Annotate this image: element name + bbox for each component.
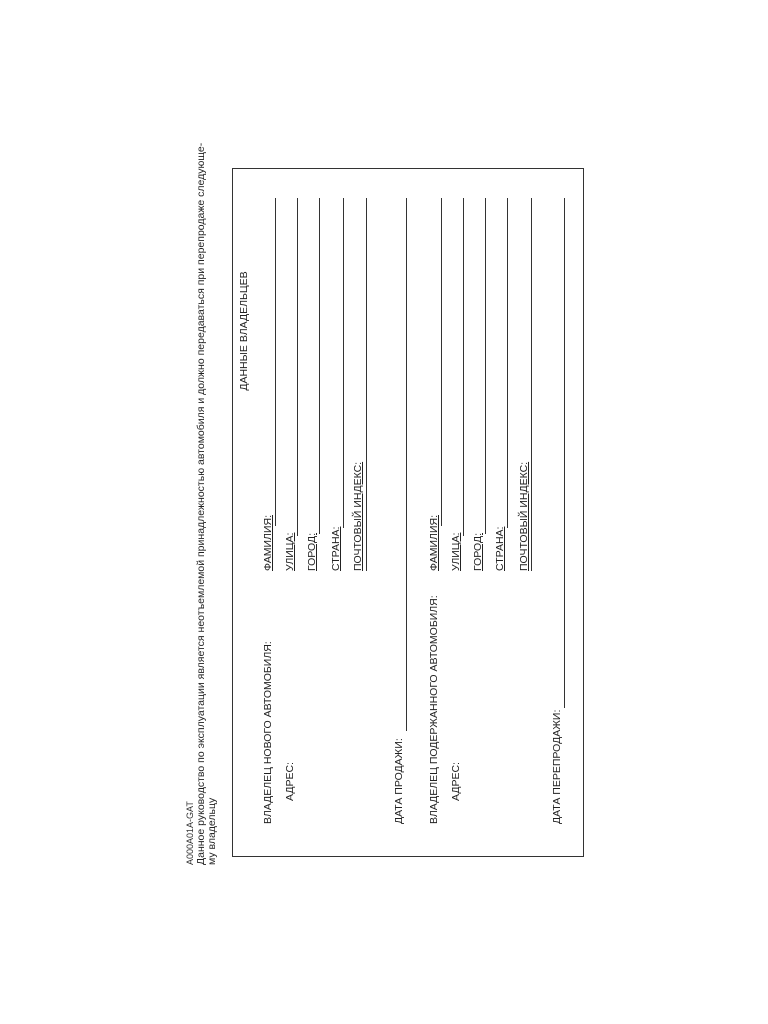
used-owner-street-line[interactable] [463, 198, 464, 536]
new-owner-postcode-label: ПОЧТОВЫЙ ИНДЕКС: [352, 461, 364, 571]
used-owner-postcode-line[interactable] [531, 198, 532, 571]
new-owner-surname-label: ФАМИЛИЯ: [262, 515, 274, 571]
new-owner-street-line[interactable] [297, 198, 298, 536]
section-title: ДАННЫЕ ВЛАДЕЛЬЦЕВ [238, 271, 250, 391]
new-owner-heading: ВЛАДЕЛЕЦ НОВОГО АВТОМОБИЛЯ: [262, 641, 274, 824]
intro-text-line-1: Данное руководство по эксплуатации является неотъемлемой принадлежностью автомобиля и должно передаваться при перепродаже следующе- [195, 142, 207, 865]
intro-text-line-2: му владельцу [206, 797, 218, 865]
sale-date-line[interactable] [406, 198, 407, 731]
used-owner-street-label: УЛИЦА: [450, 532, 462, 571]
used-owner-country-line[interactable] [507, 198, 508, 528]
sale-date-label: ДАТА ПРОДАЖИ: [393, 738, 405, 824]
new-owner-postcode-line[interactable] [366, 198, 367, 571]
new-owner-country-line[interactable] [343, 198, 344, 528]
used-owner-heading: ВЛАДЕЛЕЦ ПОДЕРЖАННОГО АВТОМОБИЛЯ: [428, 595, 440, 824]
new-owner-city-label: ГОРОД: [306, 532, 318, 571]
new-owner-city-line[interactable] [319, 198, 320, 534]
used-owner-postcode-label: ПОЧТОВЫЙ ИНДЕКС: [518, 461, 530, 571]
used-owner-address-label: АДРЕС: [450, 762, 462, 801]
used-owner-surname-label: ФАМИЛИЯ: [428, 515, 440, 571]
used-owner-city-label: ГОРОД: [472, 532, 484, 571]
resale-date-label: ДАТА ПЕРЕПРОДАЖИ: [551, 709, 563, 824]
new-owner-street-label: УЛИЦА: [284, 532, 296, 571]
new-owner-country-label: СТРАНА: [330, 526, 342, 571]
resale-date-line[interactable] [564, 198, 565, 708]
owner-data-form [232, 168, 584, 857]
document-code: A000A01A-GAT [185, 801, 195, 865]
used-owner-country-label: СТРАНА: [494, 526, 506, 571]
new-owner-surname-line[interactable] [275, 198, 276, 526]
new-owner-address-label: АДРЕС: [284, 762, 296, 801]
used-owner-surname-line[interactable] [441, 198, 442, 526]
owner-data-page [180, 142, 600, 865]
used-owner-city-line[interactable] [485, 198, 486, 534]
